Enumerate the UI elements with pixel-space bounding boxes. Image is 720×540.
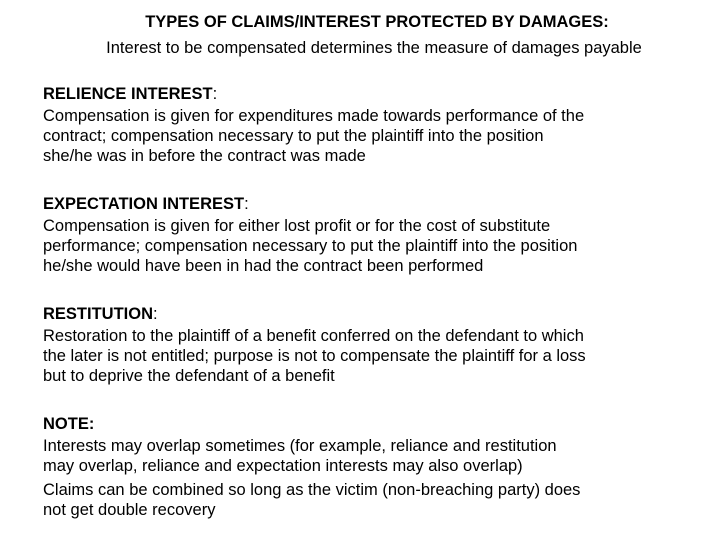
body-line: contract; compensation necessary to put the plaintiff into the position (43, 127, 544, 145)
section-reliance-interest (43, 84, 708, 166)
slide-subtitle: Interest to be compensated determines the measure of damages payable (106, 39, 642, 57)
body-line: may overlap, reliance and expectation interests may also overlap) (43, 457, 523, 475)
heading-text: RESTITUTION (43, 305, 153, 323)
section-body-2 (43, 480, 708, 520)
heading-colon: : (244, 195, 249, 213)
body-line: she/he was in before the contract was made (43, 147, 366, 165)
body-line: but to deprive the defendant of a benefit (43, 367, 335, 385)
body-line: Compensation is given for either lost profit or for the cost of substitute (43, 217, 551, 235)
body-line: Compensation is given for expenditures made towards performance of the (43, 107, 585, 125)
body-line: performance; compensation necessary to put the plaintiff into the position (43, 237, 578, 255)
slide-title: TYPES OF CLAIMS/INTEREST PROTECTED BY DAMAGES: (145, 13, 609, 31)
heading-text: RELIENCE INTEREST (43, 85, 213, 103)
body-line: Interests may overlap sometimes (for example, reliance and restitution (43, 437, 557, 455)
section-note (43, 414, 708, 520)
section-heading (43, 194, 708, 214)
body-line: he/she would have been in had the contract been performed (43, 257, 484, 275)
heading-text: NOTE: (43, 415, 95, 433)
heading-colon: : (153, 305, 158, 323)
body-line: Claims can be combined so long as the victim (non-breaching party) does (43, 481, 581, 499)
body-line: Restoration to the plaintiff of a benefit conferred on the defendant to which (43, 327, 584, 345)
heading-colon: : (212, 85, 218, 103)
section-heading (43, 304, 708, 324)
section-body (43, 326, 708, 386)
heading-text: EXPECTATION INTEREST (43, 195, 245, 213)
body-line: the later is not entitled; purpose is not to compensate the plaintiff for a loss (43, 347, 586, 365)
section-restitution (43, 304, 708, 386)
section-expectation-interest (43, 194, 708, 276)
body-line: not get double recovery (43, 501, 216, 519)
section-body (43, 436, 708, 476)
section-heading (43, 414, 708, 434)
section-heading (43, 84, 708, 104)
section-body (43, 216, 708, 276)
section-body (43, 106, 708, 166)
